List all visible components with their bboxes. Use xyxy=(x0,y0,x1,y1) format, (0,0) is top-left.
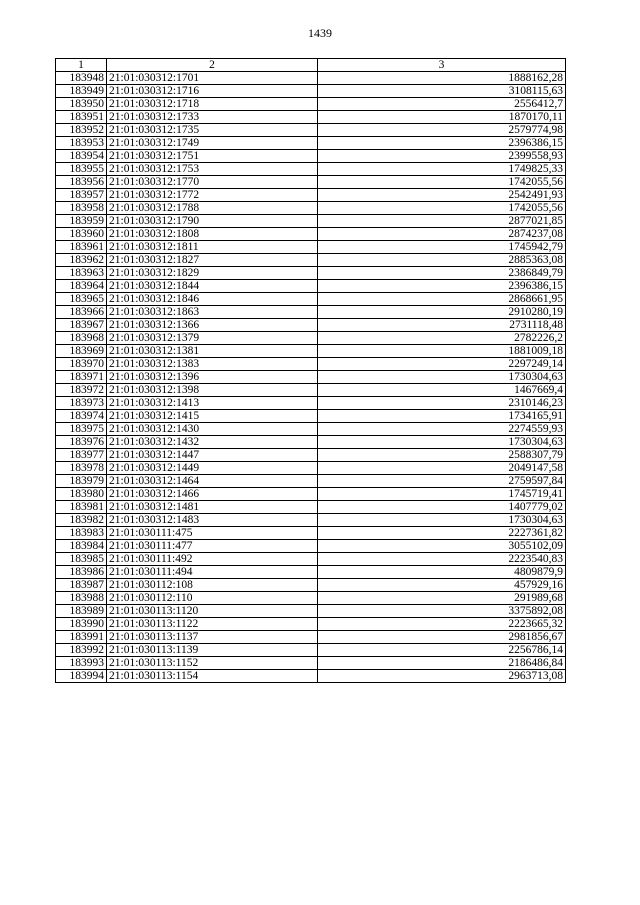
cadastral-number-cell: 21:01:030111:492 xyxy=(107,553,318,566)
table-row xyxy=(56,345,566,358)
table-row xyxy=(56,332,566,345)
cadastral-value-cell: 2256786,14 xyxy=(318,644,566,657)
table-row xyxy=(56,306,566,319)
table-row xyxy=(56,228,566,241)
row-number-cell: 183958 xyxy=(56,202,107,215)
row-number-cell: 183952 xyxy=(56,124,107,137)
table-row xyxy=(56,644,566,657)
row-number-cell: 183985 xyxy=(56,553,107,566)
table-row xyxy=(56,215,566,228)
page-number: 1439 xyxy=(308,26,332,40)
cadastral-number-cell: 21:01:030312:1749 xyxy=(107,137,318,150)
table-row xyxy=(56,462,566,475)
cadastral-number-cell: 21:01:030312:1449 xyxy=(107,462,318,475)
header-row xyxy=(56,59,566,72)
cadastral-number-cell: 21:01:030312:1863 xyxy=(107,306,318,319)
row-number-cell: 183955 xyxy=(56,163,107,176)
table-row xyxy=(56,241,566,254)
table-row xyxy=(56,111,566,124)
cadastral-value-cell: 457929,16 xyxy=(318,579,566,592)
cadastral-number-cell: 21:01:030312:1366 xyxy=(107,319,318,332)
row-number-cell: 183950 xyxy=(56,98,107,111)
cadastral-value-cell: 2223540,83 xyxy=(318,553,566,566)
cadastral-number-cell: 21:01:030312:1846 xyxy=(107,293,318,306)
cadastral-number-cell: 21:01:030312:1770 xyxy=(107,176,318,189)
cadastral-value-cell: 1870170,11 xyxy=(318,111,566,124)
cadastral-number-cell: 21:01:030312:1811 xyxy=(107,241,318,254)
table-row xyxy=(56,85,566,98)
cadastral-number-cell: 21:01:030312:1447 xyxy=(107,449,318,462)
table-row xyxy=(56,163,566,176)
table-row xyxy=(56,137,566,150)
table-row xyxy=(56,475,566,488)
table-body xyxy=(56,72,566,683)
row-number-cell: 183953 xyxy=(56,137,107,150)
cadastral-value-cell: 2310146,23 xyxy=(318,397,566,410)
cadastral-number-cell: 21:01:030113:1139 xyxy=(107,644,318,657)
cadastral-value-cell: 2981856,67 xyxy=(318,631,566,644)
table-row xyxy=(56,657,566,670)
row-number-cell: 183961 xyxy=(56,241,107,254)
table-row xyxy=(56,579,566,592)
row-number-cell: 183948 xyxy=(56,72,107,85)
cadastral-number-cell: 21:01:030312:1753 xyxy=(107,163,318,176)
cadastral-number-cell: 21:01:030312:1481 xyxy=(107,501,318,514)
cadastral-number-cell: 21:01:030312:1735 xyxy=(107,124,318,137)
cadastral-number-cell: 21:01:030113:1122 xyxy=(107,618,318,631)
cadastral-value-cell: 1742055,56 xyxy=(318,202,566,215)
row-number-cell: 183956 xyxy=(56,176,107,189)
cadastral-value-cell: 2963713,08 xyxy=(318,670,566,683)
row-number-cell: 183993 xyxy=(56,657,107,670)
row-number-cell: 183989 xyxy=(56,605,107,618)
table-row xyxy=(56,176,566,189)
row-number-cell: 183959 xyxy=(56,215,107,228)
row-number-cell: 183982 xyxy=(56,514,107,527)
cadastral-value-cell: 2386849,79 xyxy=(318,267,566,280)
row-number-cell: 183963 xyxy=(56,267,107,280)
cadastral-number-cell: 21:01:030312:1381 xyxy=(107,345,318,358)
table-row xyxy=(56,436,566,449)
cadastral-number-cell: 21:01:030111:475 xyxy=(107,527,318,540)
cadastral-value-cell: 2186486,84 xyxy=(318,657,566,670)
cadastral-number-cell: 21:01:030312:1808 xyxy=(107,228,318,241)
table-row xyxy=(56,423,566,436)
cadastral-value-cell: 1888162,28 xyxy=(318,72,566,85)
cadastral-number-cell: 21:01:030312:1751 xyxy=(107,150,318,163)
cadastral-value-cell: 2396386,15 xyxy=(318,137,566,150)
cadastral-number-cell: 21:01:030312:1430 xyxy=(107,423,318,436)
row-number-cell: 183978 xyxy=(56,462,107,475)
row-number-cell: 183970 xyxy=(56,358,107,371)
table-row xyxy=(56,553,566,566)
cadastral-value-cell: 1881009,18 xyxy=(318,345,566,358)
row-number-cell: 183975 xyxy=(56,423,107,436)
cadastral-value-cell: 2588307,79 xyxy=(318,449,566,462)
cadastral-number-cell: 21:01:030312:1483 xyxy=(107,514,318,527)
table-row xyxy=(56,98,566,111)
row-number-cell: 183951 xyxy=(56,111,107,124)
cadastral-value-cell: 2910280,19 xyxy=(318,306,566,319)
row-number-cell: 183954 xyxy=(56,150,107,163)
cadastral-number-cell: 21:01:030312:1415 xyxy=(107,410,318,423)
cadastral-value-cell: 1730304,63 xyxy=(318,514,566,527)
cadastral-value-cell: 2274559,93 xyxy=(318,423,566,436)
column-header-2: 2 xyxy=(107,59,318,72)
cadastral-number-cell: 21:01:030312:1733 xyxy=(107,111,318,124)
row-number-cell: 183984 xyxy=(56,540,107,553)
cadastral-value-cell: 1467669,4 xyxy=(318,384,566,397)
table-row xyxy=(56,189,566,202)
table-row xyxy=(56,566,566,579)
row-number-cell: 183960 xyxy=(56,228,107,241)
row-number-cell: 183991 xyxy=(56,631,107,644)
cadastral-number-cell: 21:01:030312:1844 xyxy=(107,280,318,293)
cadastral-number-cell: 21:01:030312:1718 xyxy=(107,98,318,111)
row-number-cell: 183980 xyxy=(56,488,107,501)
cadastral-number-cell: 21:01:030312:1788 xyxy=(107,202,318,215)
column-header-3: 3 xyxy=(318,59,566,72)
table-row xyxy=(56,540,566,553)
cadastral-number-cell: 21:01:030312:1413 xyxy=(107,397,318,410)
table-row xyxy=(56,254,566,267)
column-header-1: 1 xyxy=(56,59,107,72)
cadastral-value-cell: 3375892,08 xyxy=(318,605,566,618)
cadastral-value-cell: 1407779,02 xyxy=(318,501,566,514)
table-row xyxy=(56,150,566,163)
table-row xyxy=(56,501,566,514)
cadastral-value-cell: 1745942,79 xyxy=(318,241,566,254)
cadastral-number-cell: 21:01:030312:1398 xyxy=(107,384,318,397)
table-row xyxy=(56,618,566,631)
cadastral-number-cell: 21:01:030312:1383 xyxy=(107,358,318,371)
cadastral-number-cell: 21:01:030312:1790 xyxy=(107,215,318,228)
row-number-cell: 183988 xyxy=(56,592,107,605)
cadastral-value-cell: 2297249,14 xyxy=(318,358,566,371)
row-number-cell: 183979 xyxy=(56,475,107,488)
cadastral-number-cell: 21:01:030113:1154 xyxy=(107,670,318,683)
table-row xyxy=(56,527,566,540)
cadastral-value-cell: 1742055,56 xyxy=(318,176,566,189)
table-row xyxy=(56,384,566,397)
table-row xyxy=(56,397,566,410)
row-number-cell: 183971 xyxy=(56,371,107,384)
cadastral-value-cell: 291989,68 xyxy=(318,592,566,605)
cadastral-value-cell: 2874237,08 xyxy=(318,228,566,241)
cadastral-number-cell: 21:01:030111:494 xyxy=(107,566,318,579)
table-row xyxy=(56,319,566,332)
cadastral-number-cell: 21:01:030312:1716 xyxy=(107,85,318,98)
cadastral-value-cell: 2759597,84 xyxy=(318,475,566,488)
cadastral-value-cell: 1730304,63 xyxy=(318,371,566,384)
cadastral-number-cell: 21:01:030312:1379 xyxy=(107,332,318,345)
cadastral-number-cell: 21:01:030312:1432 xyxy=(107,436,318,449)
cadastral-value-cell: 2223665,32 xyxy=(318,618,566,631)
cadastral-value-cell: 3055102,09 xyxy=(318,540,566,553)
table-row xyxy=(56,267,566,280)
cadastral-number-cell: 21:01:030113:1137 xyxy=(107,631,318,644)
row-number-cell: 183986 xyxy=(56,566,107,579)
cadastral-value-cell: 4809879,9 xyxy=(318,566,566,579)
cadastral-number-cell: 21:01:030113:1152 xyxy=(107,657,318,670)
cadastral-value-cell: 2396386,15 xyxy=(318,280,566,293)
table-row xyxy=(56,280,566,293)
row-number-cell: 183965 xyxy=(56,293,107,306)
cadastral-value-cell: 2227361,82 xyxy=(318,527,566,540)
cadastral-value-cell: 2556412,7 xyxy=(318,98,566,111)
row-number-cell: 183981 xyxy=(56,501,107,514)
cadastral-number-cell: 21:01:030111:477 xyxy=(107,540,318,553)
cadastral-number-cell: 21:01:030312:1827 xyxy=(107,254,318,267)
row-number-cell: 183976 xyxy=(56,436,107,449)
cadastral-number-cell: 21:01:030312:1466 xyxy=(107,488,318,501)
table-row xyxy=(56,631,566,644)
table-header xyxy=(56,59,566,72)
cadastral-value-cell: 2885363,08 xyxy=(318,254,566,267)
cadastral-number-cell: 21:01:030112:108 xyxy=(107,579,318,592)
cadastral-value-cell: 2877021,85 xyxy=(318,215,566,228)
cadastral-number-cell: 21:01:030312:1772 xyxy=(107,189,318,202)
cadastral-value-cell: 1730304,63 xyxy=(318,436,566,449)
cadastral-value-cell: 2579774,98 xyxy=(318,124,566,137)
row-number-cell: 183990 xyxy=(56,618,107,631)
row-number-cell: 183994 xyxy=(56,670,107,683)
row-number-cell: 183964 xyxy=(56,280,107,293)
cadastral-value-cell: 2868661,95 xyxy=(318,293,566,306)
cadastral-number-cell: 21:01:030312:1701 xyxy=(107,72,318,85)
row-number-cell: 183969 xyxy=(56,345,107,358)
table-row xyxy=(56,449,566,462)
row-number-cell: 183968 xyxy=(56,332,107,345)
cadastral-value-cell: 2731118,48 xyxy=(318,319,566,332)
table-row xyxy=(56,514,566,527)
row-number-cell: 183966 xyxy=(56,306,107,319)
row-number-cell: 183987 xyxy=(56,579,107,592)
table-row xyxy=(56,293,566,306)
row-number-cell: 183967 xyxy=(56,319,107,332)
row-number-cell: 183973 xyxy=(56,397,107,410)
cadastral-value-cell: 3108115,63 xyxy=(318,85,566,98)
table-row xyxy=(56,202,566,215)
table-row xyxy=(56,358,566,371)
table-row xyxy=(56,124,566,137)
row-number-cell: 183962 xyxy=(56,254,107,267)
table-row xyxy=(56,72,566,85)
cadastral-number-cell: 21:01:030312:1829 xyxy=(107,267,318,280)
row-number-cell: 183992 xyxy=(56,644,107,657)
table-row xyxy=(56,670,566,683)
cadastral-value-cell: 2782226,2 xyxy=(318,332,566,345)
row-number-cell: 183974 xyxy=(56,410,107,423)
row-number-cell: 183957 xyxy=(56,189,107,202)
table-row xyxy=(56,488,566,501)
table-row xyxy=(56,605,566,618)
cadastral-number-cell: 21:01:030312:1396 xyxy=(107,371,318,384)
row-number-cell: 183972 xyxy=(56,384,107,397)
row-number-cell: 183977 xyxy=(56,449,107,462)
cadastral-value-cell: 2399558,93 xyxy=(318,150,566,163)
cadastral-value-cell: 2542491,93 xyxy=(318,189,566,202)
cadastral-value-table xyxy=(55,58,566,683)
row-number-cell: 183983 xyxy=(56,527,107,540)
table-row xyxy=(56,410,566,423)
table-row xyxy=(56,371,566,384)
table-row xyxy=(56,592,566,605)
cadastral-value-cell: 1749825,33 xyxy=(318,163,566,176)
cadastral-number-cell: 21:01:030113:1120 xyxy=(107,605,318,618)
cadastral-number-cell: 21:01:030312:1464 xyxy=(107,475,318,488)
cadastral-number-cell: 21:01:030112:110 xyxy=(107,592,318,605)
cadastral-value-cell: 2049147,58 xyxy=(318,462,566,475)
cadastral-value-cell: 1734165,91 xyxy=(318,410,566,423)
row-number-cell: 183949 xyxy=(56,85,107,98)
cadastral-value-cell: 1745719,41 xyxy=(318,488,566,501)
